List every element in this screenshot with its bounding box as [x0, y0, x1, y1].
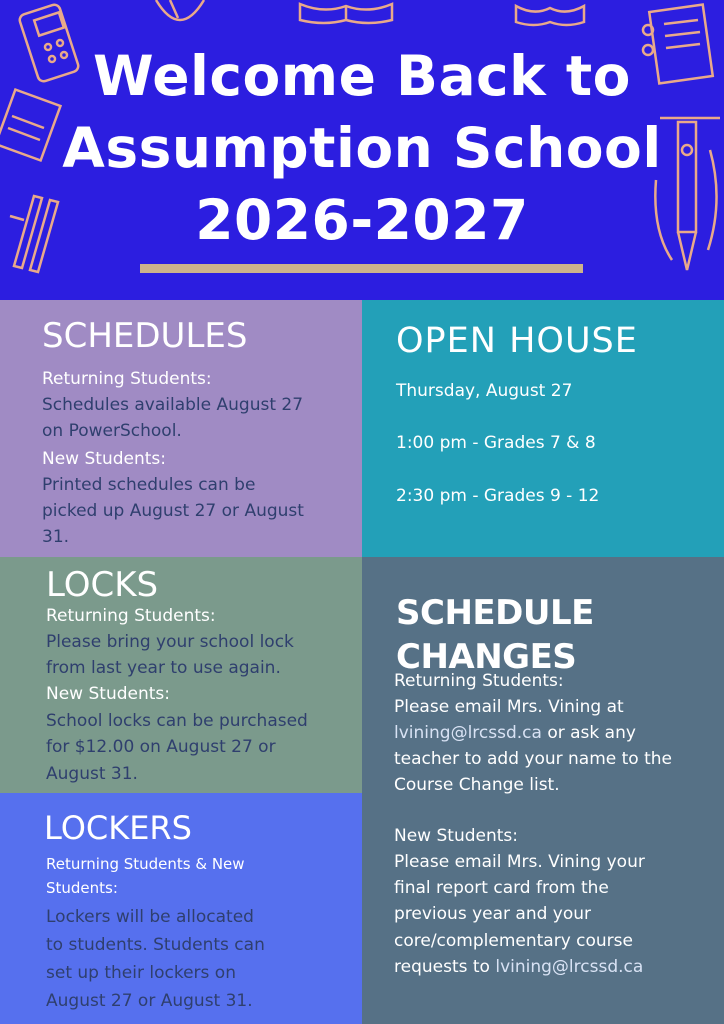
changes-line: teacher to add your name to the: [394, 749, 673, 769]
changes-line-suffix: or ask any: [541, 723, 636, 743]
schedules-line: Printed schedules can be: [42, 475, 256, 495]
lockers-line: August 27 or August 31.: [46, 991, 253, 1011]
lockers-heading: LOCKERS: [44, 809, 192, 847]
schedule-changes-heading: SCHEDULE CHANGES: [396, 593, 594, 677]
book-icon: [510, 0, 590, 28]
changes-line: Please email Mrs. Vining your: [394, 852, 645, 872]
locks-line: New Students:: [46, 684, 170, 704]
header-banner: [0, 0, 724, 300]
lockers-sub-line: Students:: [46, 879, 118, 897]
title-underline: [140, 264, 583, 273]
schedules-line: on PowerSchool.: [42, 421, 182, 441]
locks-line: from last year to use again.: [46, 658, 281, 678]
globe-icon: [150, 0, 210, 26]
lockers-line: Lockers will be allocated: [46, 907, 254, 927]
changes-line: previous year and your: [394, 904, 592, 924]
changes-line: core/complementary course: [394, 931, 633, 951]
open-book-icon: [296, 0, 396, 26]
schedules-heading: SCHEDULES: [42, 316, 248, 356]
title-line-2: Assumption School: [62, 116, 662, 180]
locks-line: School locks can be purchased: [46, 711, 308, 731]
changes-returning-label: Returning Students:: [394, 671, 564, 691]
changes-line: [394, 720, 636, 746]
schedules-line: New Students:: [42, 449, 166, 469]
schedules-section: [0, 300, 362, 557]
page-title: [40, 40, 684, 256]
open-house-section: [362, 300, 724, 557]
title-line-1: Welcome Back to: [93, 44, 631, 108]
open-house-session: 2:30 pm - Grades 9 - 12: [396, 486, 600, 506]
changes-new-label: New Students:: [394, 826, 518, 846]
locks-line: Returning Students:: [46, 606, 216, 626]
locks-line: Please bring your school lock: [46, 632, 294, 652]
lockers-line: to students. Students can: [46, 935, 265, 955]
schedule-changes-section: [362, 557, 724, 1024]
locks-section: [0, 557, 362, 793]
locks-line: August 31.: [46, 764, 138, 784]
schedules-line: Schedules available August 27: [42, 395, 304, 415]
locks-line: for $12.00 on August 27 or: [46, 737, 276, 757]
open-house-date: Thursday, August 27: [396, 381, 573, 401]
locks-heading: LOCKS: [46, 565, 159, 605]
changes-line: [394, 954, 643, 980]
changes-line: Please email Mrs. Vining at: [394, 697, 624, 717]
email-link[interactable]: lvining@lrcssd.ca: [495, 957, 644, 977]
open-house-session: 1:00 pm - Grades 7 & 8: [396, 433, 596, 453]
changes-line: Course Change list.: [394, 775, 560, 795]
schedules-line: picked up August 27 or August: [42, 501, 304, 521]
schedules-line: Returning Students:: [42, 369, 212, 389]
email-link[interactable]: lvining@lrcssd.ca: [394, 723, 542, 743]
changes-line: final report card from the: [394, 878, 609, 898]
lockers-section: [0, 793, 362, 1024]
open-house-heading: OPEN HOUSE: [396, 321, 638, 361]
title-line-3: 2026-2027: [195, 188, 529, 252]
schedules-line: 31.: [42, 527, 70, 547]
lockers-line: set up their lockers on: [46, 963, 236, 983]
lockers-sub-line: Returning Students & New: [46, 855, 245, 873]
changes-line-prefix: requests to: [394, 957, 496, 977]
